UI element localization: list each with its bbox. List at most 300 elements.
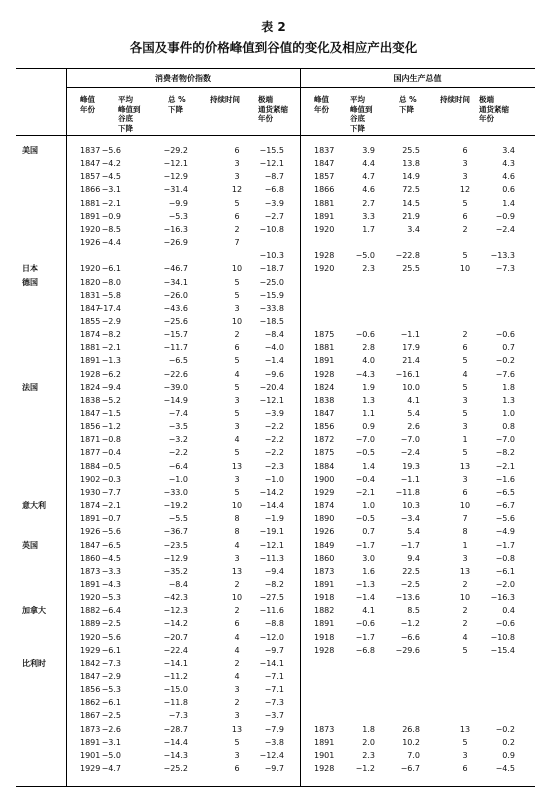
cpi-total-drop: −34.1 bbox=[163, 277, 188, 287]
gdp-avg-drop: 2.3 bbox=[362, 750, 375, 760]
gdp-duration: 3 bbox=[462, 474, 468, 484]
cpi-duration: 8 bbox=[234, 514, 240, 524]
cpi-peak-year: 1930 bbox=[80, 487, 101, 497]
gdp-peak-year: 1881 bbox=[314, 343, 335, 353]
gdp-extreme-deflation: 0.7 bbox=[502, 343, 515, 353]
header-total-drop-gdp: 总 % 下降 bbox=[399, 95, 417, 114]
gdp-peak-year: 1891 bbox=[314, 619, 335, 629]
cpi-total-drop: −9.9 bbox=[168, 198, 188, 208]
gdp-avg-drop: 0.7 bbox=[362, 527, 375, 537]
cpi-avg-drop: −7.3 bbox=[101, 658, 121, 668]
gdp-peak-year: 1901 bbox=[314, 750, 335, 760]
cpi-avg-drop: −9.4 bbox=[101, 382, 121, 392]
cpi-avg-drop: −4.7 bbox=[101, 764, 121, 774]
gdp-peak-year: 1891 bbox=[314, 211, 335, 221]
gdp-duration: 6 bbox=[462, 343, 468, 353]
cpi-avg-drop: −2.9 bbox=[101, 316, 121, 326]
table-row bbox=[0, 303, 547, 314]
gdp-avg-drop: 4.6 bbox=[362, 185, 375, 195]
gdp-duration: 3 bbox=[462, 553, 468, 563]
cpi-avg-drop: −4.4 bbox=[101, 238, 121, 248]
gdp-avg-drop: 1.8 bbox=[362, 724, 375, 734]
gdp-extreme-deflation: −4.9 bbox=[495, 527, 515, 537]
gdp-peak-year: 1884 bbox=[314, 461, 335, 471]
gdp-peak-year: 1881 bbox=[314, 198, 335, 208]
gdp-total-change: −2.4 bbox=[400, 448, 420, 458]
gdp-total-change: 9.4 bbox=[407, 553, 420, 563]
cpi-avg-drop: −5.8 bbox=[101, 290, 121, 300]
cpi-extreme-deflation: −11.3 bbox=[259, 553, 284, 563]
table-row bbox=[0, 421, 547, 432]
cpi-extreme-deflation: −3.9 bbox=[264, 409, 284, 418]
gdp-avg-drop: −1.7 bbox=[355, 632, 375, 642]
gdp-avg-drop: −0.4 bbox=[355, 474, 375, 484]
gdp-extreme-deflation: −6.5 bbox=[495, 487, 515, 497]
gdp-avg-drop: 2.8 bbox=[362, 343, 375, 353]
gdp-avg-drop: 3.3 bbox=[362, 211, 375, 221]
cpi-avg-drop: −2.6 bbox=[101, 724, 121, 734]
gdp-duration: 5 bbox=[462, 382, 468, 392]
cpi-extreme-deflation: −10.8 bbox=[259, 224, 284, 234]
table-row bbox=[0, 710, 547, 721]
gdp-duration: 2 bbox=[462, 330, 468, 340]
cpi-peak-year: 1889 bbox=[80, 619, 101, 629]
cpi-total-drop: −15.0 bbox=[163, 685, 188, 695]
cpi-avg-drop: −5.6 bbox=[101, 527, 121, 537]
cpi-peak-year: 1871 bbox=[80, 435, 101, 445]
gdp-total-change: −1.7 bbox=[400, 540, 420, 550]
country-name: 英国 bbox=[22, 540, 38, 550]
cpi-duration: 13 bbox=[231, 566, 243, 576]
cpi-total-drop: −11.8 bbox=[163, 698, 188, 708]
country-name: 美国 bbox=[22, 146, 38, 155]
table-row bbox=[0, 592, 547, 603]
cpi-extreme-deflation: −7.1 bbox=[264, 672, 284, 681]
cpi-avg-drop: −2.9 bbox=[101, 672, 121, 681]
table-row bbox=[0, 145, 547, 156]
gdp-avg-drop: 2.7 bbox=[362, 198, 375, 208]
cpi-duration: 4 bbox=[234, 645, 240, 655]
cpi-avg-drop: −0.9 bbox=[101, 211, 121, 221]
gdp-peak-year: 1860 bbox=[314, 553, 335, 563]
cpi-extreme-deflation: −7.1 bbox=[264, 685, 284, 695]
table-row bbox=[0, 369, 547, 380]
cpi-peak-year: 1874 bbox=[80, 501, 101, 511]
group-gdp-label: 国内生产总值 bbox=[393, 74, 442, 83]
cpi-total-drop: −7.4 bbox=[168, 409, 188, 418]
cpi-peak-year: 1847 bbox=[80, 540, 101, 550]
table-row bbox=[0, 277, 547, 288]
gdp-extreme-deflation: 0.6 bbox=[502, 185, 515, 195]
table-label: 表 2 bbox=[261, 20, 286, 34]
cpi-total-drop: −14.2 bbox=[163, 619, 188, 629]
table-row bbox=[0, 395, 547, 406]
gdp-extreme-deflation: −16.3 bbox=[490, 593, 515, 603]
gdp-avg-drop: 4.1 bbox=[362, 606, 375, 616]
gdp-avg-drop: −1.4 bbox=[355, 593, 375, 603]
cpi-extreme-deflation: −1.4 bbox=[264, 356, 284, 366]
gdp-extreme-deflation: −15.4 bbox=[490, 645, 515, 655]
cpi-avg-drop: −2.1 bbox=[101, 501, 121, 511]
cpi-total-drop: −16.3 bbox=[163, 224, 188, 234]
table-row bbox=[0, 198, 547, 209]
gdp-duration: 10 bbox=[459, 593, 471, 603]
cpi-total-drop: −14.9 bbox=[163, 395, 188, 405]
cpi-extreme-deflation: −3.8 bbox=[264, 737, 284, 747]
cpi-duration: 6 bbox=[234, 619, 240, 629]
country-name: 比利时 bbox=[22, 658, 46, 668]
gdp-peak-year: 1920 bbox=[314, 264, 335, 274]
cpi-peak-year: 1882 bbox=[80, 606, 101, 616]
gdp-extreme-deflation: 1.8 bbox=[502, 382, 515, 392]
cpi-total-drop: −25.6 bbox=[163, 316, 188, 326]
cpi-peak-year: 1929 bbox=[80, 645, 101, 655]
gdp-peak-year: 1874 bbox=[314, 501, 335, 511]
cpi-duration: 3 bbox=[234, 474, 240, 484]
cpi-avg-drop: −6.4 bbox=[101, 606, 121, 616]
table-row bbox=[0, 250, 547, 261]
cpi-extreme-deflation: −4.0 bbox=[264, 343, 284, 353]
cpi-duration: 3 bbox=[234, 303, 240, 313]
cpi-peak-year: 1881 bbox=[80, 198, 101, 208]
gdp-total-change: 21.4 bbox=[402, 356, 420, 366]
cpi-duration: 10 bbox=[231, 501, 243, 511]
gdp-total-change: 3.4 bbox=[407, 224, 420, 234]
cpi-avg-drop: −1.2 bbox=[101, 422, 121, 432]
cpi-extreme-deflation: −20.4 bbox=[259, 382, 284, 392]
gdp-peak-year: 1928 bbox=[314, 764, 335, 774]
cpi-duration: 5 bbox=[234, 737, 240, 747]
header-peak-year-gdp: 峰值 年份 bbox=[314, 95, 329, 114]
gdp-avg-drop: 4.0 bbox=[362, 356, 375, 366]
gdp-peak-year: 1873 bbox=[314, 724, 335, 734]
gdp-duration: 2 bbox=[462, 606, 468, 616]
cpi-peak-year: 1891 bbox=[80, 514, 101, 524]
gdp-avg-drop: 1.1 bbox=[362, 409, 375, 418]
gdp-extreme-deflation: −0.2 bbox=[495, 724, 515, 734]
gdp-total-change: 19.3 bbox=[402, 461, 420, 471]
cpi-peak-year: 1873 bbox=[80, 724, 101, 734]
table-row bbox=[0, 237, 547, 248]
gdp-total-change: −6.7 bbox=[400, 764, 420, 774]
cpi-total-drop: −11.2 bbox=[163, 672, 188, 681]
gdp-avg-drop: 1.9 bbox=[362, 382, 375, 392]
gdp-avg-drop: 1.7 bbox=[362, 224, 375, 234]
gdp-duration: 5 bbox=[462, 645, 468, 655]
gdp-total-change: 5.4 bbox=[407, 409, 420, 418]
cpi-avg-drop: −8.0 bbox=[101, 277, 121, 287]
cpi-duration: 5 bbox=[234, 277, 240, 287]
cpi-peak-year: 1926 bbox=[80, 238, 101, 248]
gdp-extreme-deflation: −6.1 bbox=[495, 566, 515, 576]
cpi-total-drop: −35.2 bbox=[163, 566, 188, 576]
cpi-extreme-deflation: −19.1 bbox=[259, 527, 284, 537]
gdp-duration: 5 bbox=[462, 356, 468, 366]
gdp-duration: 10 bbox=[459, 264, 471, 274]
gdp-duration: 6 bbox=[462, 764, 468, 774]
gdp-extreme-deflation: −0.6 bbox=[495, 619, 515, 629]
cpi-peak-year: 1855 bbox=[80, 316, 101, 326]
cpi-peak-year: 1856 bbox=[80, 685, 101, 695]
country-name: 法国 bbox=[22, 382, 38, 392]
cpi-duration: 5 bbox=[234, 448, 240, 458]
cpi-total-drop: −1.0 bbox=[168, 474, 188, 484]
table-row bbox=[0, 184, 547, 195]
cpi-total-drop: −7.3 bbox=[168, 711, 188, 721]
cpi-extreme-deflation: −8.2 bbox=[264, 579, 284, 589]
cpi-extreme-deflation: −9.7 bbox=[264, 645, 284, 655]
table-row bbox=[0, 697, 547, 708]
cpi-extreme-deflation: −11.6 bbox=[259, 606, 284, 616]
cpi-avg-drop: −4.3 bbox=[101, 579, 121, 589]
cpi-avg-drop: −5.6 bbox=[101, 146, 121, 155]
cpi-peak-year: 1920 bbox=[80, 593, 101, 603]
group-cpi-label: 消费者物价指数 bbox=[155, 74, 211, 83]
cpi-total-drop: −33.0 bbox=[163, 487, 188, 497]
cpi-total-drop: −14.1 bbox=[163, 658, 188, 668]
cpi-extreme-deflation: −15.5 bbox=[259, 146, 284, 155]
cpi-duration: 5 bbox=[234, 409, 240, 418]
gdp-duration: 3 bbox=[462, 159, 468, 169]
table-row bbox=[0, 632, 547, 643]
cpi-extreme-deflation: −1.9 bbox=[264, 514, 284, 524]
cpi-duration: 5 bbox=[234, 356, 240, 366]
gdp-total-change: −1.1 bbox=[400, 330, 420, 340]
cpi-total-drop: −11.7 bbox=[163, 343, 188, 353]
cpi-total-drop: −6.4 bbox=[168, 461, 188, 471]
cpi-peak-year: 1926 bbox=[80, 527, 101, 537]
gdp-duration: 5 bbox=[462, 251, 468, 261]
cpi-avg-drop: −5.3 bbox=[101, 685, 121, 695]
gdp-peak-year: 1875 bbox=[314, 448, 335, 458]
gdp-avg-drop: 2.0 bbox=[362, 737, 375, 747]
cpi-total-drop: −2.2 bbox=[168, 448, 188, 458]
gdp-duration: 2 bbox=[462, 619, 468, 629]
gdp-peak-year: 1847 bbox=[314, 159, 335, 169]
cpi-duration: 6 bbox=[234, 211, 240, 221]
cpi-duration: 10 bbox=[231, 316, 243, 326]
cpi-extreme-deflation: −2.2 bbox=[264, 435, 284, 445]
cpi-avg-drop: −5.0 bbox=[101, 750, 121, 760]
cpi-avg-drop: −8.2 bbox=[101, 330, 121, 340]
country-name: 日本 bbox=[22, 264, 38, 274]
cpi-avg-drop: −0.3 bbox=[101, 474, 121, 484]
gdp-extreme-deflation: −2.1 bbox=[495, 461, 515, 471]
cpi-peak-year: 1866 bbox=[80, 185, 101, 195]
cpi-avg-drop: −2.5 bbox=[101, 619, 121, 629]
gdp-duration: 1 bbox=[462, 435, 468, 445]
gdp-total-change: −3.4 bbox=[400, 514, 420, 524]
cpi-peak-year: 1877 bbox=[80, 448, 101, 458]
cpi-duration: 3 bbox=[234, 685, 240, 695]
table-row bbox=[0, 724, 547, 735]
cpi-peak-year: 1837 bbox=[80, 146, 101, 155]
table-row bbox=[0, 474, 547, 485]
gdp-extreme-deflation: 1.4 bbox=[502, 198, 515, 208]
cpi-total-drop: −12.9 bbox=[163, 553, 188, 563]
gdp-peak-year: 1872 bbox=[314, 435, 335, 445]
cpi-duration: 3 bbox=[234, 422, 240, 432]
cpi-extreme-deflation: −8.8 bbox=[264, 619, 284, 629]
cpi-extreme-deflation: −1.0 bbox=[264, 474, 284, 484]
gdp-total-change: 26.8 bbox=[402, 724, 420, 734]
table-row bbox=[0, 461, 547, 472]
table-row bbox=[0, 500, 547, 511]
bottom-rule bbox=[16, 786, 535, 787]
cpi-extreme-deflation: −9.4 bbox=[264, 566, 284, 576]
cpi-extreme-deflation: −8.7 bbox=[264, 172, 284, 182]
table-row bbox=[0, 434, 547, 445]
cpi-avg-drop: −6.1 bbox=[101, 264, 121, 274]
cpi-total-drop: −20.7 bbox=[163, 632, 188, 642]
cpi-duration: 2 bbox=[234, 579, 240, 589]
cpi-total-drop: −42.3 bbox=[163, 593, 188, 603]
gdp-total-change: 4.1 bbox=[407, 395, 420, 405]
cpi-peak-year: 1901 bbox=[80, 750, 101, 760]
header-deflation-gdp: 极端 通货紧缩 年份 bbox=[479, 95, 509, 123]
cpi-peak-year: 1856 bbox=[80, 422, 101, 432]
cpi-extreme-deflation: −9.7 bbox=[264, 764, 284, 774]
gdp-duration: 7 bbox=[462, 514, 468, 524]
gdp-peak-year: 1890 bbox=[314, 514, 335, 524]
cpi-extreme-deflation: −12.1 bbox=[259, 395, 284, 405]
table-row bbox=[0, 671, 547, 682]
gdp-total-change: 14.5 bbox=[402, 198, 420, 208]
cpi-total-drop: −29.2 bbox=[163, 146, 188, 155]
cpi-avg-drop: −2.5 bbox=[101, 711, 121, 721]
gdp-total-change: −29.6 bbox=[395, 645, 420, 655]
gdp-peak-year: 1824 bbox=[314, 382, 335, 392]
gdp-avg-drop: −1.2 bbox=[355, 764, 375, 774]
header-duration-cpi: 持续时间 bbox=[210, 95, 240, 104]
cpi-total-drop: −14.3 bbox=[163, 750, 188, 760]
cpi-peak-year: 1891 bbox=[80, 211, 101, 221]
gdp-peak-year: 1866 bbox=[314, 185, 335, 195]
gdp-peak-year: 1857 bbox=[314, 172, 335, 182]
gdp-peak-year: 1928 bbox=[314, 645, 335, 655]
gdp-peak-year: 1838 bbox=[314, 395, 335, 405]
cpi-duration: 3 bbox=[234, 553, 240, 563]
cpi-extreme-deflation: −6.8 bbox=[264, 185, 284, 195]
gdp-avg-drop: −1.7 bbox=[355, 540, 375, 550]
gdp-peak-year: 1875 bbox=[314, 330, 335, 340]
gdp-duration: 2 bbox=[462, 579, 468, 589]
cpi-peak-year: 1824 bbox=[80, 382, 101, 392]
gdp-peak-year: 1926 bbox=[314, 527, 335, 537]
gdp-avg-drop: −0.5 bbox=[355, 448, 375, 458]
gdp-duration: 1 bbox=[462, 540, 468, 550]
cpi-duration: 4 bbox=[234, 540, 240, 550]
cpi-total-drop: −12.9 bbox=[163, 172, 188, 182]
cpi-extreme-deflation: −3.9 bbox=[264, 198, 284, 208]
gdp-avg-drop: −7.0 bbox=[355, 435, 375, 445]
cpi-total-drop: −39.0 bbox=[163, 382, 188, 392]
cpi-duration: 3 bbox=[234, 395, 240, 405]
gdp-total-change: 8.5 bbox=[407, 606, 420, 616]
gdp-duration: 10 bbox=[459, 501, 471, 511]
gdp-duration: 6 bbox=[462, 146, 468, 155]
cpi-extreme-deflation: −14.1 bbox=[259, 658, 284, 668]
gdp-extreme-deflation: −5.6 bbox=[495, 514, 515, 524]
cpi-peak-year: 1831 bbox=[80, 290, 101, 300]
cpi-total-drop: −6.5 bbox=[168, 356, 188, 366]
gdp-duration: 13 bbox=[459, 566, 471, 576]
gdp-total-change: 5.4 bbox=[407, 527, 420, 537]
cpi-total-drop: −3.5 bbox=[168, 422, 188, 432]
cpi-duration: 3 bbox=[234, 172, 240, 182]
gdp-avg-drop: −6.8 bbox=[355, 645, 375, 655]
cpi-extreme-deflation: −25.0 bbox=[259, 277, 284, 287]
table-row bbox=[0, 553, 547, 564]
cpi-peak-year: 1929 bbox=[80, 764, 101, 774]
gdp-extreme-deflation: −7.0 bbox=[495, 435, 515, 445]
cpi-avg-drop: −2.1 bbox=[101, 343, 121, 353]
gdp-total-change: −6.6 bbox=[400, 632, 420, 642]
gdp-avg-drop: 4.4 bbox=[362, 159, 375, 169]
gdp-avg-drop: 1.3 bbox=[362, 395, 375, 405]
gdp-duration: 4 bbox=[462, 632, 468, 642]
gdp-total-change: 13.8 bbox=[402, 159, 420, 169]
gdp-extreme-deflation: 1.0 bbox=[502, 409, 515, 418]
table-row bbox=[0, 684, 547, 695]
table-row bbox=[0, 263, 547, 274]
gdp-avg-drop: −0.5 bbox=[355, 514, 375, 524]
cpi-extreme-deflation: −3.7 bbox=[264, 711, 284, 721]
table-title: 各国及事件的价格峰值到谷值的变化及相应产出变化 bbox=[129, 40, 418, 55]
cpi-avg-drop: −4.5 bbox=[101, 553, 121, 563]
gdp-duration: 13 bbox=[459, 461, 471, 471]
table-row bbox=[0, 329, 547, 340]
cpi-peak-year: 1867 bbox=[80, 711, 101, 721]
cpi-extreme-deflation: −12.1 bbox=[259, 159, 284, 169]
table-row bbox=[0, 171, 547, 182]
table-row bbox=[0, 487, 547, 498]
table-row bbox=[0, 355, 547, 366]
cpi-duration: 10 bbox=[231, 264, 243, 274]
cpi-extreme-deflation: −14.2 bbox=[259, 487, 284, 497]
cpi-extreme-deflation: −12.0 bbox=[259, 632, 284, 642]
gdp-extreme-deflation: −7.6 bbox=[495, 369, 515, 379]
cpi-avg-drop: −6.2 bbox=[101, 369, 121, 379]
gdp-total-change: 7.0 bbox=[407, 750, 420, 760]
table-row bbox=[0, 645, 547, 656]
gdp-extreme-deflation: 4.6 bbox=[502, 172, 515, 182]
gdp-peak-year: 1849 bbox=[314, 540, 335, 550]
cpi-total-drop: −8.4 bbox=[168, 579, 188, 589]
country-name: 意大利 bbox=[22, 501, 46, 511]
gdp-extreme-deflation: −6.7 bbox=[495, 501, 515, 511]
cpi-total-drop: −5.3 bbox=[168, 211, 188, 221]
gdp-avg-drop: 4.7 bbox=[362, 172, 375, 182]
cpi-extreme-deflation: −15.9 bbox=[259, 290, 284, 300]
cpi-duration: 5 bbox=[234, 198, 240, 208]
gdp-duration: 4 bbox=[462, 369, 468, 379]
cpi-peak-year: 1847 bbox=[80, 672, 101, 681]
gdp-extreme-deflation: 0.9 bbox=[502, 750, 515, 760]
header-peak-year-cpi: 峰值 年份 bbox=[80, 95, 95, 114]
cpi-total-drop: −26.9 bbox=[163, 238, 188, 248]
table-row bbox=[0, 579, 547, 590]
gdp-extreme-deflation: −2.0 bbox=[495, 579, 515, 589]
gdp-extreme-deflation: 0.2 bbox=[502, 737, 515, 747]
table-row bbox=[0, 566, 547, 577]
gdp-total-change: 10.3 bbox=[402, 501, 420, 511]
cpi-peak-year: 1874 bbox=[80, 330, 101, 340]
gdp-extreme-deflation: 4.3 bbox=[502, 159, 515, 169]
country-name: 加拿大 bbox=[22, 606, 46, 616]
table-row bbox=[0, 382, 547, 393]
header-avg-drop-cpi: 平均 峰值到 谷底 下降 bbox=[118, 95, 141, 133]
